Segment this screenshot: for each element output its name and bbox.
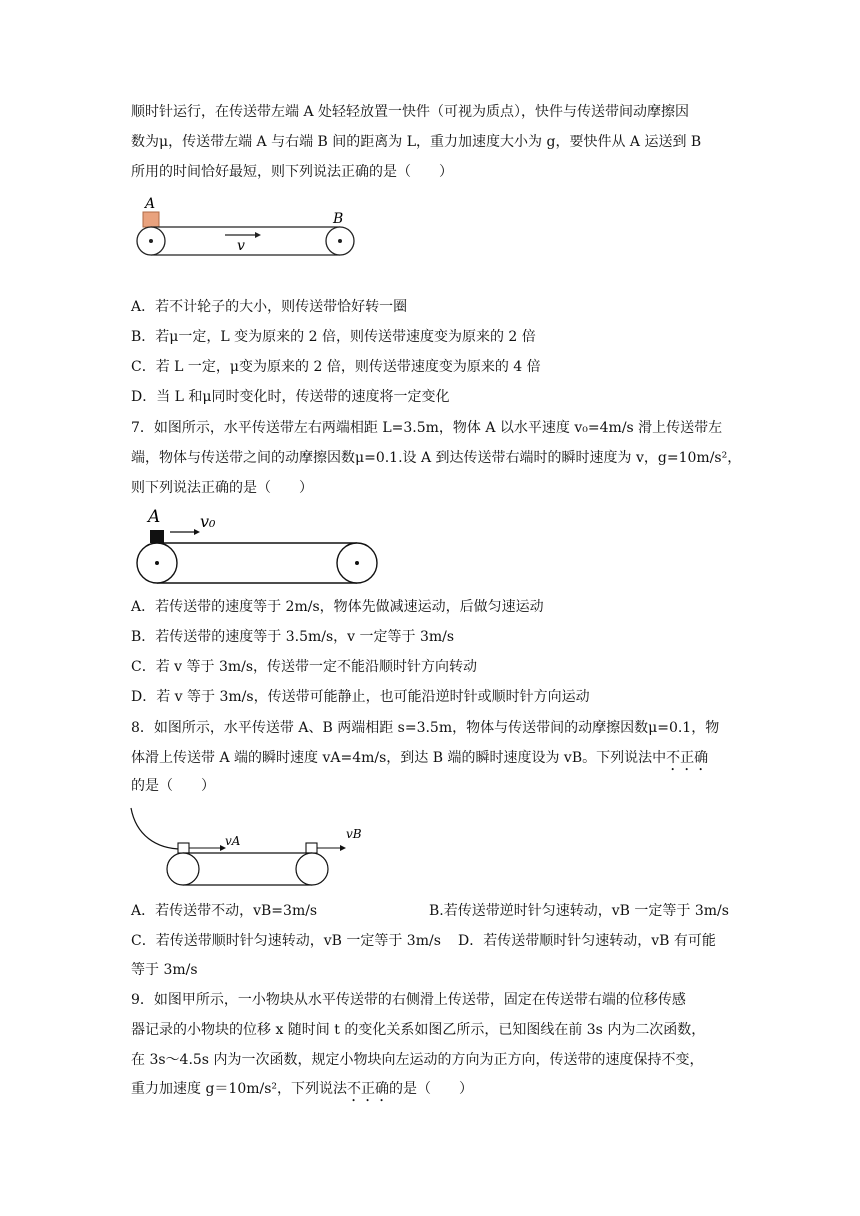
- q9-line-3: 在 3s～4.5s 内为一次函数，规定小物块向左运动的方向为正方向，传送带的速度保持不变，: [131, 1052, 704, 1068]
- q8-left-wheel: [167, 853, 199, 885]
- q8-label-vb: vB: [346, 827, 362, 841]
- q7-line-1: 7．如图所示，水平传送带左右两端相距 L=3.5m，物体 A 以水平速度 v₀=4m/s 滑上传送带左: [131, 420, 723, 436]
- q7-line-3: 则下列说法正确的是（ ）: [131, 480, 313, 496]
- q8-option-a: A．若传送带不动，vB=3m/s: [131, 903, 318, 919]
- q8-block-b: [306, 843, 317, 853]
- q7-label-a: A: [148, 507, 161, 527]
- q8-right-wheel: [296, 853, 328, 885]
- q7-conveyor-figure: [130, 503, 390, 588]
- q6-line-2: 数为μ，传送带左端 A 与右端 B 间的距离为 L，重力加速度大小为 g，要快件从 A 运送到 B: [131, 134, 702, 150]
- q6-option-d: D．当 L 和μ同时变化时，传送带的速度将一定变化: [131, 389, 450, 405]
- q7-line-2: 端，物体与传送带之间的动摩擦因数μ=0.1.设 A 到达传送带右端时的瞬时速度为 v，g=10m/s²，: [131, 450, 742, 466]
- q8-emphasis-not-correct: 不正确: [666, 750, 709, 766]
- q8-line-3: 的是（ ）: [131, 778, 215, 794]
- q7-option-d: D．若 v 等于 3m/s，传送带可能静止，也可能沿逆时针或顺时针方向运动: [131, 689, 590, 705]
- q8-line-2-text: 体滑上传送带 A 端的瞬时速度 vA=4m/s，到达 B 端的瞬时速度设为 vB。下列说法中: [131, 750, 667, 766]
- q6-line-1: 顺时针运行，在传送带左端 A 处轻轻放置一快件（可视为质点），快件与传送带间动摩擦因: [131, 104, 690, 120]
- q7-option-a: A．若传送带的速度等于 2m/s，物体先做减速运动，后做匀速运动: [131, 599, 544, 615]
- q7-object-block: [150, 530, 164, 543]
- q8-line-1: 8．如图所示，水平传送带 A、B 两端相距 s=3.5m，物体与传送带间的动摩擦因数μ=0.1，物: [131, 720, 720, 736]
- q7-option-b: B．若传送带的速度等于 3.5m/s，v 一定等于 3m/s: [131, 629, 455, 645]
- q8-option-b: B.若传送带逆时针匀速转动，vB 一定等于 3m/s: [429, 903, 729, 919]
- q8-option-d: D．若传送带顺时针匀速转动，vB 有可能: [458, 933, 716, 949]
- q9-line-4-end: 的是（ ）: [389, 1081, 474, 1097]
- q8-ramp-curve: [131, 808, 182, 849]
- q6-option-c: C．若 L 一定，μ变为原来的 2 倍，则传送带速度变为原来的 4 倍: [131, 359, 541, 375]
- q6-label-a: A: [145, 196, 156, 212]
- q9-line-2: 器记录的小物块的位移 x 随时间 t 的变化关系如图乙所示，已知图线在前 3s 内为二次函数，: [131, 1022, 706, 1038]
- q6-label-v: v: [237, 238, 245, 254]
- q9-line-1: 9．如图甲所示，一小物块从水平传送带的右侧滑上传送带，固定在传送带右端的位移传感: [131, 992, 686, 1008]
- q9-line-4: [131, 1079, 473, 1105]
- q8-line-2: [131, 748, 708, 774]
- q8-conveyor-figure: [128, 805, 368, 890]
- q6-option-b: B．若μ一定，L 变为原来的 2 倍，则传送带速度变为原来的 2 倍: [131, 329, 536, 345]
- q7-label-v0: v₀: [200, 512, 216, 531]
- q6-option-a: A．若不计轮子的大小，则传送带恰好转一圈: [131, 299, 408, 315]
- q8-option-d-continued: 等于 3m/s: [131, 962, 198, 978]
- q7-option-c: C．若 v 等于 3m/s，传送带一定不能沿顺时针方向转动: [131, 659, 478, 675]
- q9-emphasis-not-correct: 不正确: [347, 1081, 390, 1097]
- q6-line-3: 所用的时间恰好最短，则下列说法正确的是（ ）: [131, 164, 453, 180]
- q6-label-b: B: [333, 211, 344, 227]
- q8-option-c: C．若传送带顺时针匀速转动，vB 一定等于 3m/s: [131, 933, 441, 949]
- q8-label-va: vA: [225, 834, 241, 848]
- q8-block-a: [178, 843, 189, 853]
- q6-package-block: [143, 212, 159, 227]
- q6-conveyor-figure: [130, 195, 365, 265]
- q9-line-4-text: 重力加速度 g＝10m/s²，下列说法: [131, 1081, 348, 1097]
